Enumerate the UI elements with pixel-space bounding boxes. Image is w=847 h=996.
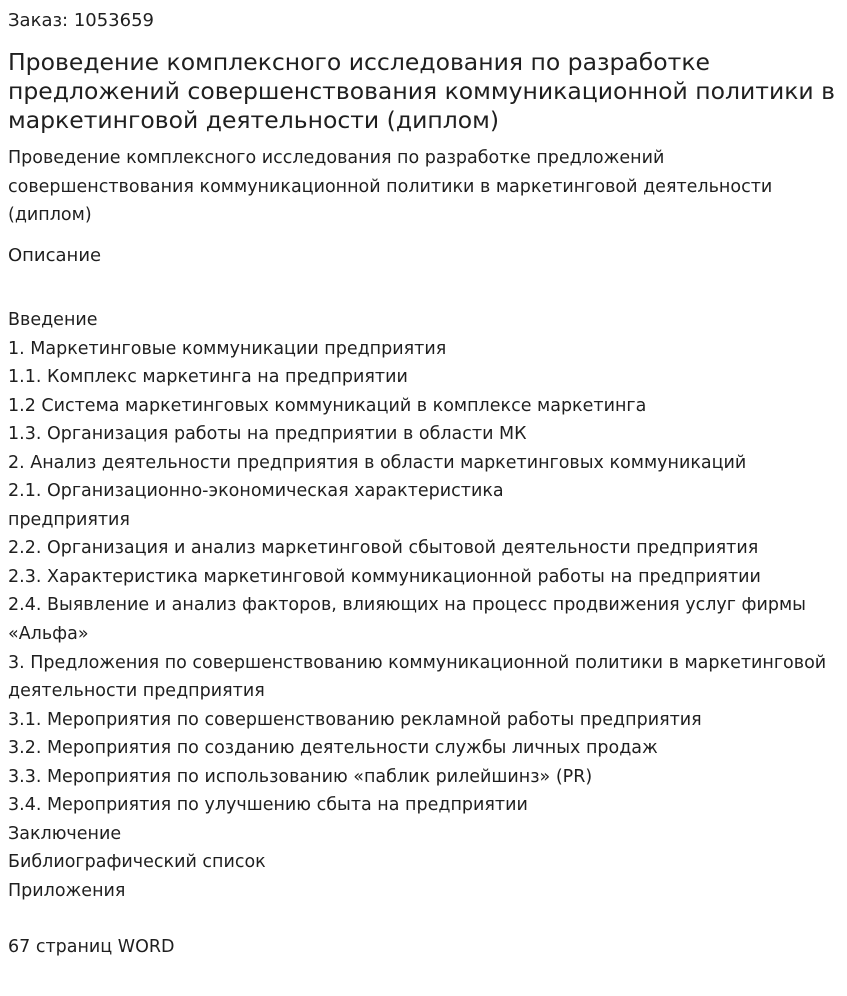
toc-item: Заключение [8,823,122,844]
toc-item: Приложения [8,880,126,901]
toc-item: предприятия [8,509,130,530]
toc-item: 1.1. Комплекс маркетинга на предприятии [8,367,408,388]
page-count-info: 67 страниц WORD [8,937,175,957]
toc-item: 3.1. Мероприятия по совершенствованию рекламной работы предприятия [8,709,702,730]
toc-item: Библиографический список [8,852,266,873]
toc-item: 2.1. Организационно-экономическая характеристика [8,481,504,502]
toc-item: 1.2 Система маркетинговых коммуникаций в комплексе маркетинга [8,395,647,416]
page-subtitle: Проведение комплексного исследования по разработке предложений совершенствования коммуникационной политики в маркетинговой деятельности (диплом) [8,148,773,225]
toc-item: 1.3. Организация работы на предприятии в области МК [8,424,527,445]
table-of-contents [8,306,843,905]
toc-item: 3.2. Мероприятия по созданию деятельности службы личных продаж [8,738,658,759]
toc-item: 3.4. Мероприятия по улучшению сбыта на предприятии [8,795,528,816]
page-title: Проведение комплексного исследования по разработке предложений совершенствования коммуникационной политики в маркетинговой деятельности (диплом) [8,48,836,134]
toc-item: 1. Маркетинговые коммуникации предприятия [8,338,447,359]
toc-item: 2.2. Организация и анализ маркетинговой сбытовой деятельности предприятия [8,538,759,559]
order-number: Заказ: 1053659 [8,10,154,31]
toc-item: 3. Предложения по совершенствованию коммуникационной политики в маркетинговой деятельности предприятия [8,652,827,702]
toc-item: 2.3. Характеристика маркетинговой коммуникационной работы на предприятии [8,566,761,587]
description-heading: Описание [8,245,102,266]
toc-item: 2.4. Выявление и анализ факторов, влияющих на процесс продвижения услуг фирмы «Альфа» [8,595,806,645]
toc-item: 2. Анализ деятельности предприятия в области маркетинговых коммуникаций [8,452,747,473]
toc-item: Введение [8,310,98,330]
toc-item: 3.3. Мероприятия по использованию «паблик рилейшинз» (PR) [8,766,593,787]
